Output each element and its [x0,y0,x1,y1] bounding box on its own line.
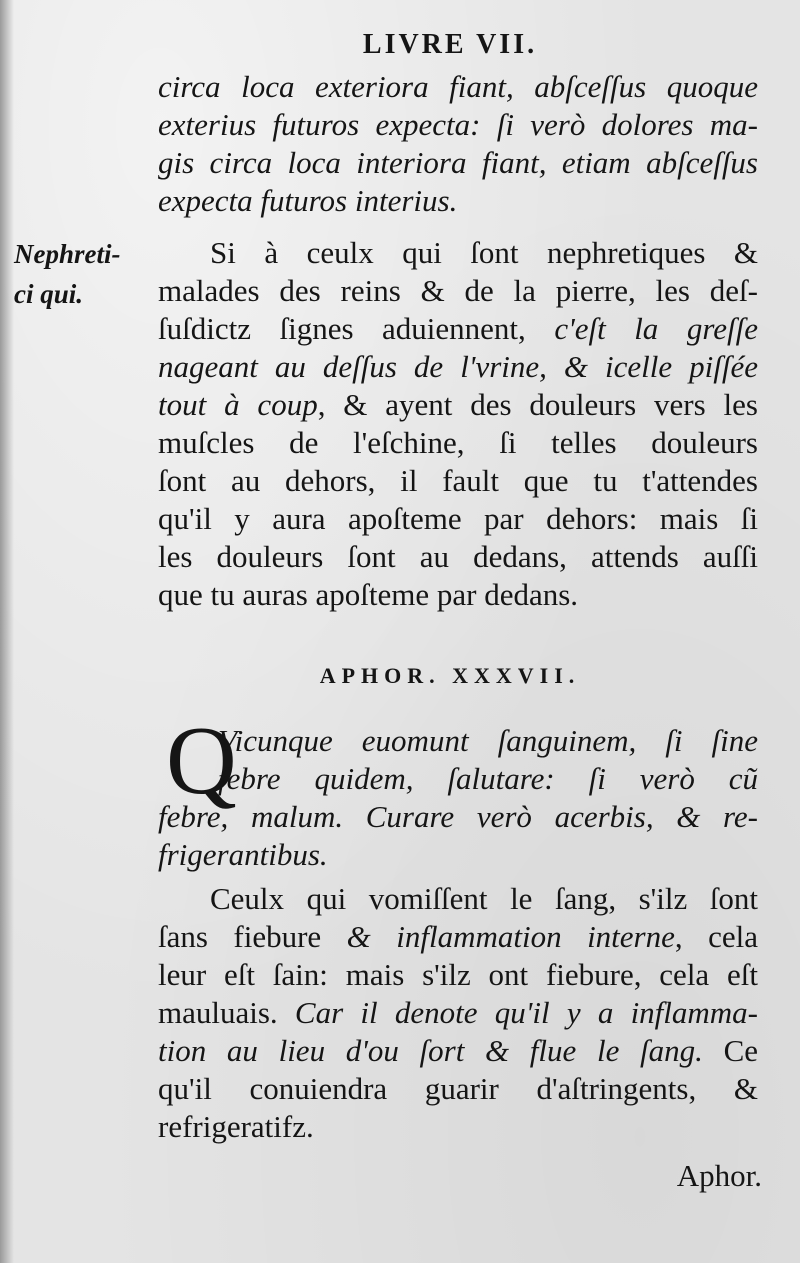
text-line [158,234,758,272]
roman-run: qu'il y aura apoſteme par dehors: mais ſi [158,501,758,536]
margin-note [14,234,154,314]
italic-run: nageant au deſſus de l'vrine, & icelle piſſée [158,349,758,384]
text-line [158,994,758,1032]
drop-cap-letter: Q [166,707,237,815]
text-line [158,918,758,956]
roman-run: Ceulx qui vomiſſent le ſang, s'ilz ſont [210,881,758,916]
text-line: Vicunque euomunt ſanguinem, ſi ſine [218,723,758,758]
running-head: LIVRE VII. [362,29,538,60]
italic-run: tout à coup [158,387,318,422]
text-line: febre, malum. Curare verò acerbis, & re- [158,799,758,834]
text-line [158,956,758,994]
text-line [158,462,758,500]
text-line [158,538,758,576]
roman-run: , & ayent des douleurs vers les [317,387,758,422]
latin-passage-1 [158,68,758,220]
text-line: expecta futuros interius. [158,183,458,218]
roman-run: que tu auras apoſteme par dedans. [158,577,579,612]
margin-note-line: ci qui. [14,279,84,309]
roman-run: Ce [702,1033,759,1068]
roman-run: ſuſdictz ſignes aduiennent, [158,311,555,346]
french-passage-1 [158,234,758,614]
text-line [158,272,758,310]
roman-run: leur eſt ſain: mais s'ilz ont fiebure, cela eſt [158,957,758,992]
latin-passage-2 [158,722,758,874]
text-line: frigerantibus. [158,837,328,872]
italic-run: & inflammation interne [346,919,675,954]
roman-run: Si à ceulx qui ſont nephretiques & [210,235,758,270]
roman-run: muſcles de l'eſchine, ſi telles douleurs [158,425,758,460]
text-line [158,386,758,424]
roman-run: les douleurs ſont au dedans, attends auſſi [158,539,758,574]
text-line: gis circa loca interiora fiant, etiam abſceſſus [158,145,758,180]
italic-run: c'eſt la greſſe [554,311,758,346]
text-line [158,348,758,386]
italic-run: Car il denote qu'il y a inflamma- [294,995,759,1030]
roman-run: qu'il conuiendra guarir d'aſtringents, & [158,1071,758,1106]
roman-run: malades des reins & de la pierre, les deſ- [158,273,758,308]
roman-run: , cela [674,919,759,954]
french-passage-2 [158,880,758,1146]
italic-run: tion au lieu d'ou ſort & flue le ſang. [158,1033,703,1068]
text-line [158,1108,758,1146]
text-line [158,1070,758,1108]
roman-run: ſont au dehors, il fault que tu t'attendes [158,463,758,498]
text-line [158,576,758,614]
roman-run: ſans fiebure [158,919,347,954]
text-line: exterius futuros expecta: ſi verò dolores ma- [158,107,758,142]
aphorism-heading: APHOR. XXXVII. [319,663,581,688]
text-line [158,1032,758,1070]
roman-run: mauluais. [158,995,295,1030]
text-line [158,310,758,348]
text-line: febre quidem, ſalutare: ſi verò cũ [218,761,758,796]
text-line [158,424,758,462]
text-line: circa loca exteriora fiant, abſceſſus quoque [158,69,758,104]
text-line [158,880,758,918]
catchword: Aphor. [676,1158,762,1193]
gutter-shadow [0,0,14,1263]
text-line [158,500,758,538]
roman-run: refrigeratifz. [158,1109,314,1144]
margin-note-line: Nephreti- [14,239,121,269]
